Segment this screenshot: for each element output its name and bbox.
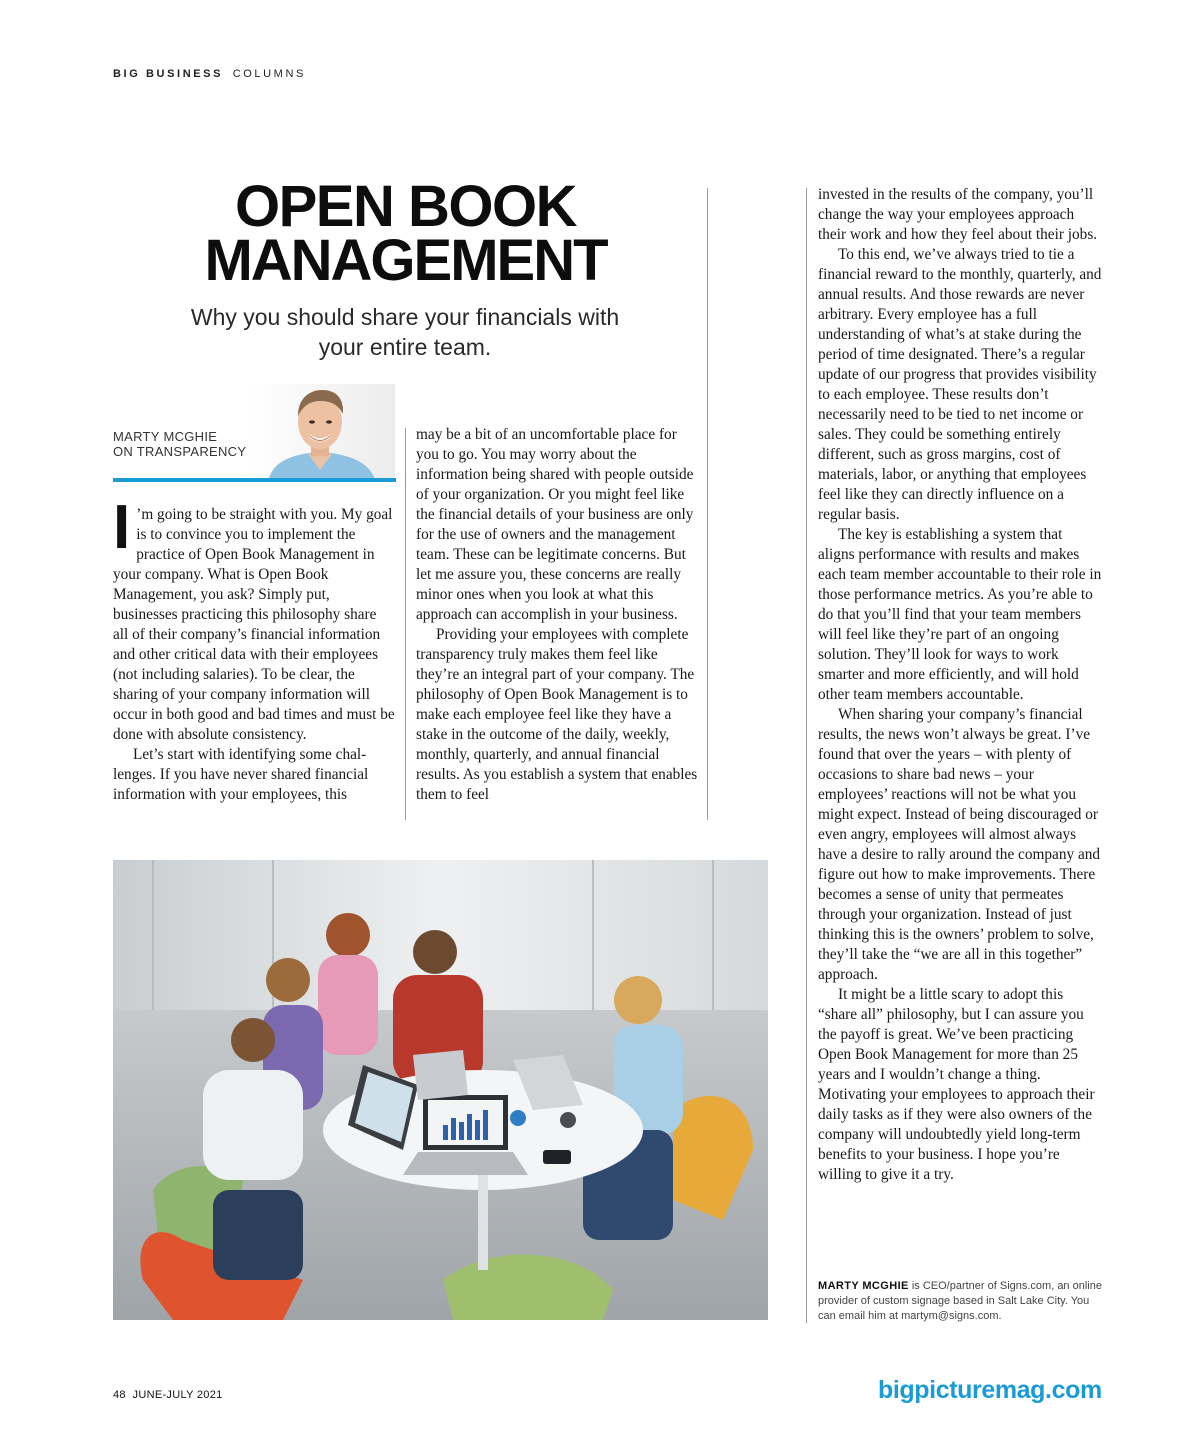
byline xyxy=(113,429,246,459)
article-subtitle: Why you should share your financials with your entire team. xyxy=(190,304,620,360)
paragraph: invested in the results of the company, you’ll change the way your employees approach their work and how they feel about their jobs. xyxy=(818,186,1098,243)
title-line-1: OPEN BOOK xyxy=(235,174,576,239)
byline-accent-rule xyxy=(113,478,396,482)
column-divider-3 xyxy=(806,188,807,1323)
article-column-3 xyxy=(818,185,1102,1185)
section-sub: COLUMNS xyxy=(232,68,306,80)
team-meeting-photo xyxy=(113,860,768,1320)
drop-cap: I xyxy=(113,493,131,562)
author-name: MARTY MCGHIE xyxy=(113,429,218,444)
bio-name: MARTY MCGHIE xyxy=(818,1280,909,1292)
section-header xyxy=(113,68,306,80)
paragraph: To this end, we’ve always tried to tie a financial reward to the monthly, quarterly, and annual results. And those rewards are never arbitrary. Every employee has a full understanding of what’s at stake during the period of time designated. There’s a regular update of our progress that provides visibility to each employee. These results don’t necessarily need to be tied to net income or sales. They could be something entirely different, such as gross margins, cost of materials, labor, or anything that employees feel like they can directly influence on a regular basis. xyxy=(818,246,1102,523)
article-title xyxy=(113,174,698,293)
paragraph: Let’s start with identifying some challenges. If you have never shared financial information with your employees, this xyxy=(113,746,369,803)
title-line-2: MANAGEMENT xyxy=(204,228,607,293)
paragraph: ’m going to be straight with you. My goal is to convince you to implement the practice of Open Book Management in your company. What is Open Book Management, you ask? Simply put, businesses practicing this philosophy share all of their company’s financial information and other critical data with their employees (not including salaries). To be clear, the sharing of your company information will occur in both good and bad times and must be done with absolute consistency. xyxy=(113,506,395,743)
page-folio: 48 JUNE-JULY 2021 xyxy=(113,1389,223,1401)
author-topic: ON TRANSPARENCY xyxy=(113,444,247,459)
paragraph: may be a bit of an uncomfortable place for you to go. You may worry about the information being shared with people outside of your organization. Or you might feel like the financial details of your business are only for the use of owners and the management team. These can be legitimate concerns. But let me assure you, these concerns are really minor ones when you look at what this approach can accomplish in your business. xyxy=(416,426,694,623)
bio-text: is CEO/partner of Signs.com, an online provider of custom signage based in Salt Lake City. You can email him at martym@signs.com. xyxy=(818,1280,1102,1322)
website-link[interactable]: bigpicturemag.com xyxy=(878,1376,1102,1404)
paragraph: It might be a little scary to adopt this “share all” philosophy, but I can assure you the payoff is great. We’ve been practicing Open Book Management for more than 25 years and I wouldn’t change a thing. Motivating your employees to approach their daily tasks as if they were also owners of the company will undoubtedly yield long-term benefits to your business. I hope you’re willing to give it a try. xyxy=(818,986,1095,1183)
column-divider-1 xyxy=(405,428,406,820)
paragraph: The key is establishing a system that aligns performance with results and makes each team member accountable to their role in those performance metrics. As you’re able to do that you’ll find that your team members will feel like they’re part of an ongoing solution. They’ll look for ways to work smarter and more efficiently, and will hold other team members accountable. xyxy=(818,526,1102,703)
author-portrait xyxy=(250,384,395,482)
paragraph: Providing your employees with complete transparency truly makes them feel like they’re an integral part of your company. The philosophy of Open Book Management is to make each employee feel like they have a stake in the outcome of the daily, weekly, monthly, quarterly, and annual financial results. As you establish a system that enables them to feel xyxy=(416,626,698,803)
author-bio xyxy=(818,1279,1103,1324)
article-column-2 xyxy=(416,425,698,805)
section-name: BIG BUSINESS xyxy=(113,68,224,80)
article-column-1 xyxy=(113,493,395,805)
paragraph: When sharing your company’s financial results, the news won’t always be great. I’ve found that over the years – with plenty of occasions to share bad news – your employees’ reactions will not be what you might expect. Instead of being discouraged or even angry, employees will almost always have a desire to rally around the company and figure out how to make improvements. There becomes a sense of unity that permeates through your organization. Instead of just thinking this is the owners’ problem to solve, they’ll take the “we are all in this together” approach. xyxy=(818,706,1101,983)
column-divider-2 xyxy=(707,188,708,820)
